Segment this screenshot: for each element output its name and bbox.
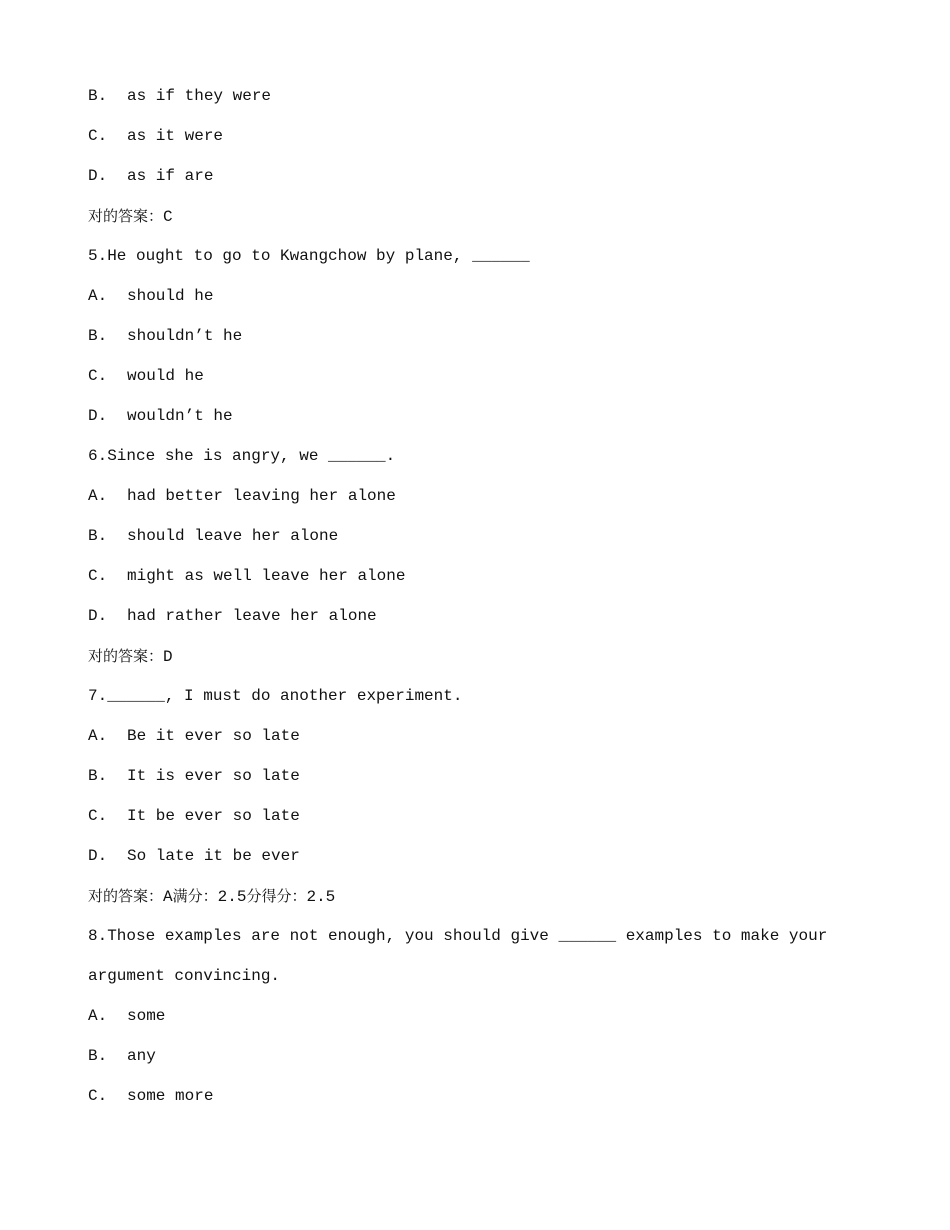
option-letter: A. [88,487,108,505]
option-text: So late it be ever [127,847,300,865]
option-letter: A. [88,1007,108,1025]
option-text: as if they were [127,87,272,105]
option-text: should leave her alone [127,527,339,545]
option-letter: C. [88,367,108,385]
question-stem: 6.Since she is angry, we ______. [88,447,396,465]
option-text: It be ever so late [127,807,300,825]
question-stem-continued: argument convincing. [88,967,281,985]
option-c [88,805,868,845]
question-stem: 8.Those examples are not enough, you should give ______ examples to make your [88,927,828,945]
option-letter: B. [88,327,108,345]
option-b [88,765,868,805]
option-letter: B. [88,767,108,785]
option-letter: C. [88,567,108,585]
full-score-label: 满分： [172,887,218,905]
option-b [88,325,868,365]
option-text: It is ever so late [127,767,300,785]
option-text: some more [127,1087,214,1105]
option-text: had better leaving her alone [127,487,396,505]
option-letter: C. [88,807,108,825]
score-value: 2.5 [306,888,336,906]
answer-line [88,205,868,245]
option-letter: C. [88,127,108,145]
option-text: Be it ever so late [127,727,300,745]
answer-score-line [88,885,868,925]
option-letter: B. [88,87,108,105]
answer-line [88,645,868,685]
option-c [88,1085,868,1125]
option-text: would he [127,367,204,385]
option-text: had rather leave her alone [127,607,377,625]
option-text: as if are [127,167,214,185]
answer-value: A [163,888,173,906]
option-c [88,365,868,405]
option-text: should he [127,287,214,305]
option-d [88,165,868,205]
score-label: 分得分： [246,887,307,905]
option-text: some [127,1007,166,1025]
answer-value: D [163,648,173,666]
option-text: might as well leave her alone [127,567,406,585]
option-letter: A. [88,287,108,305]
option-letter: D. [88,167,108,185]
option-letter: D. [88,607,108,625]
option-d [88,605,868,645]
option-letter: D. [88,407,108,425]
question-stem: 7.______, I must do another experiment. [88,687,463,705]
document-page [88,85,868,1125]
option-a [88,285,868,325]
answer-value: C [163,208,173,226]
option-b [88,1045,868,1085]
option-letter: B. [88,527,108,545]
option-b [88,85,868,125]
option-text: shouldn’t he [127,327,243,345]
option-b [88,525,868,565]
full-score-value: 2.5 [217,888,247,906]
question-stem: 5.He ought to go to Kwangchow by plane, ______ [88,247,530,265]
answer-label: 对的答案： [88,207,164,225]
option-letter: A. [88,727,108,745]
option-a [88,485,868,525]
option-text: as it were [127,127,224,145]
option-c [88,125,868,165]
option-letter: C. [88,1087,108,1105]
answer-label: 对的答案： [88,887,164,905]
option-text: any [127,1047,156,1065]
option-c [88,565,868,605]
option-d [88,845,868,885]
option-a [88,725,868,765]
option-letter: D. [88,847,108,865]
option-a [88,1005,868,1045]
option-letter: B. [88,1047,108,1065]
option-text: wouldn’t he [127,407,233,425]
answer-label: 对的答案： [88,647,164,665]
option-d [88,405,868,445]
